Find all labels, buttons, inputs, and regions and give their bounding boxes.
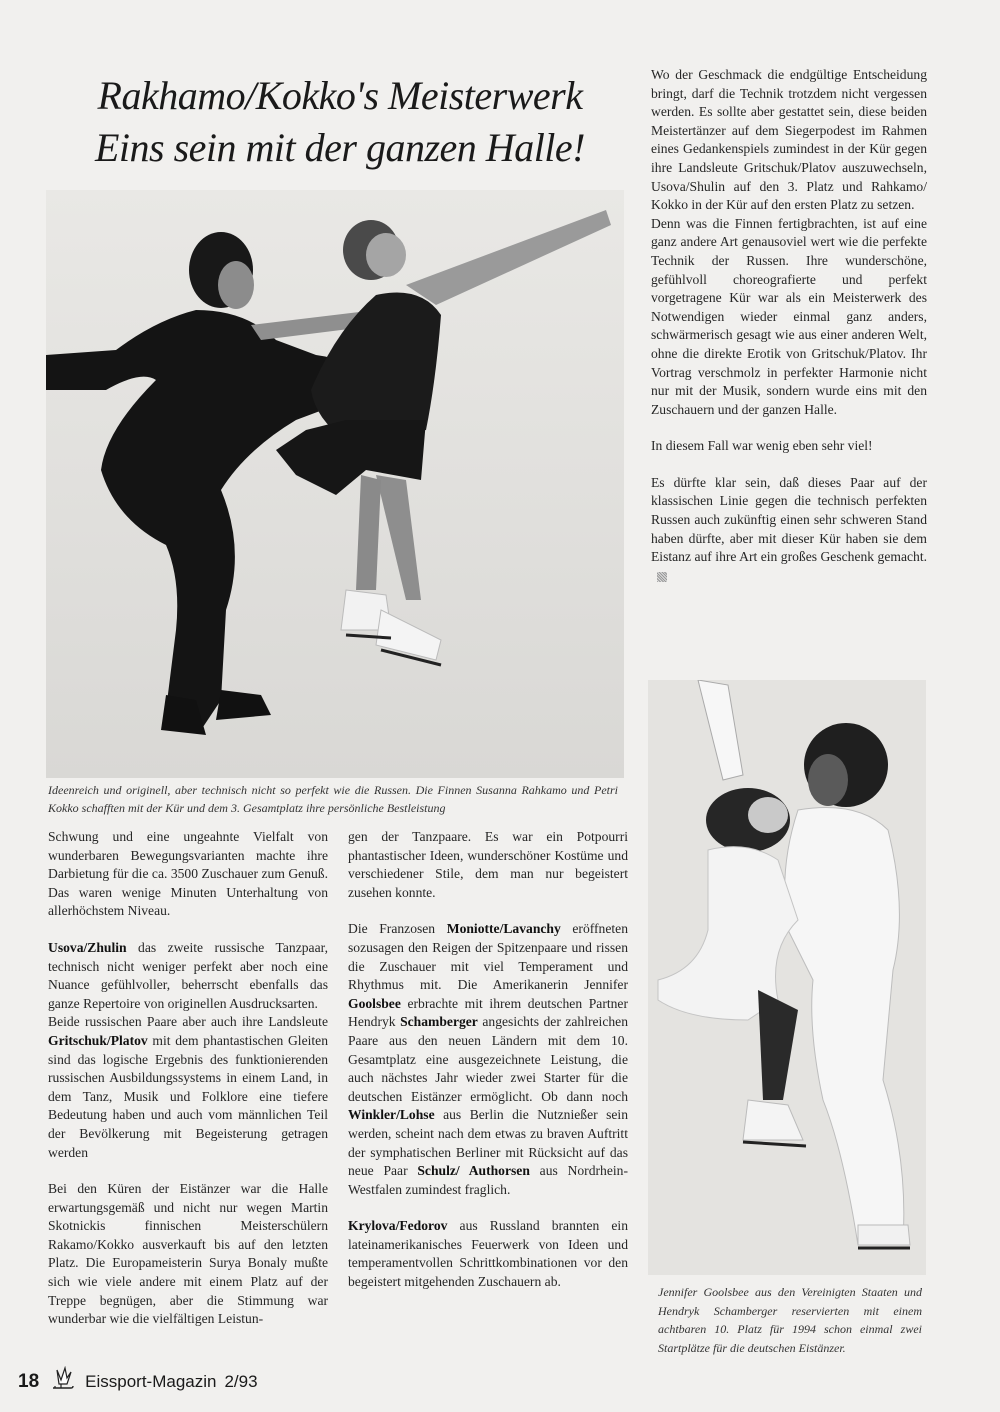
skaters-white-costumes-illustration: [648, 680, 926, 1275]
left-paragraph-2-text: das zweite russische Tanzpaar, technisch nicht weniger perfekt aber noch eine Nuance gefühlvoller, beherrscht ebenfalls das ganze Repertoire von originellen Ausdrucksarten.: [48, 939, 328, 1011]
side-photo: [648, 680, 926, 1275]
magazine-name: Eissport-Magazin: [85, 1372, 217, 1391]
headline-line-2: Eins sein mit der ganzen Halle!: [95, 125, 585, 170]
page-number: 18: [18, 1371, 40, 1392]
left-paragraph-3: [48, 1013, 328, 1162]
skaters-photo-illustration: [46, 190, 624, 778]
middle-paragraph-3-text: aus Russland brannten ein lateinamerikanisches Feuerwerk von Ideen und temperamentvollen Schrittkombinationen vor den begeistert mitgehenden Zuschauern ab.: [348, 1218, 628, 1290]
right-column-text: [651, 66, 927, 603]
left-column-text: [48, 828, 328, 1347]
left-paragraph-4: Bei den Küren der Eistänzer war die Halle erwartungsgemäß und nicht nur wegen Martin Skotnickis finnischen Meisterschülern Rakamo/Kokko ausverkauft bis auf den letzten Platz. Die Europameisterin Surya Bonaly mußte sich wie viele andere mit einem Platz auf der Treppe begnügen, aber die Stimmung war wunderbar wie die vielfältigen Leistun-: [48, 1181, 328, 1327]
middle-paragraph-2: [348, 920, 628, 1199]
right-paragraph-4-text: Es dürfte klar sein, daß dieses Paar auf der klassischen Linie gegen die technisch perfekten Russen auch zukünftig einen sehr schweren Stand haben dürfte, aber mit dieser Kür haben sie dem Eistanz auf ihre Art ein großes Geschenk gemacht.: [651, 474, 927, 565]
pair-name-winkler-lohse: Winkler/Lohse: [348, 1107, 435, 1123]
pair-name-usova-zhulin: Usova/Zhulin: [48, 939, 127, 955]
issue-number: 2/93: [224, 1372, 258, 1391]
right-paragraph-2: Denn was die Finnen fertigbrachten, ist auf eine ganz andere Art genausoviel wert wie die perfekte Technik der Russen. Ihre wunderschöne, gefühlvoll choreografierte und perfekt vorgetragene Kür war als ein Meisterwerk des Notwendigen wieder einmal ganz anders, schwärmerisch gesagt wie aus einer anderen Welt, ohne die direkte Erotik von Gritschuk/Platov. Ihr Vortrag verschmolz in perfekter Harmonie nicht nur mit der Musik, sondern wurde eins mit den Zuschauern und der ganzen Halle.: [651, 215, 927, 417]
right-paragraph-4: [651, 474, 927, 586]
headline-line-1: Rakhamo/Kokko's Meisterwerk: [97, 73, 583, 118]
pair-name-schulz-authorsen: Schulz/ Authorsen: [417, 1163, 530, 1179]
left-paragraph-1: Schwung und eine ungeahnte Vielfalt von wunderbaren Bewegungsvarianten machte ihre Darbietung für die ca. 3500 Zuschauer zum Genuß. Das waren wenige Minuten Unterhaltung von allerhöchstem Niveau.: [48, 829, 328, 919]
page-footer: [18, 1367, 258, 1397]
right-paragraph-3: In diesem Fall war wenig eben sehr viel!: [651, 438, 873, 454]
skate-bird-logo-icon: [47, 1366, 77, 1399]
end-of-article-mark-icon: [657, 572, 667, 582]
middle-paragraph-2-text-e: aus Berlin die Nutznießer sein werden, scheint nach dem etwas zu braven Auftritt der symphatischen Berliner mit Rücksicht auf das neue Paar: [348, 1107, 628, 1179]
pair-name-krylova-fedorov: Krylova/Fedorov: [348, 1218, 448, 1234]
pair-name-moniotte-lavanchy: Moniotte/Lavanchy: [446, 921, 561, 937]
middle-column-text: [348, 828, 628, 1310]
main-photo-caption: Ideenreich und originell, aber technisch nicht so perfekt wie die Russen. Die Finnen Susanna Rahkamo und Petri Kokko schafften mit der Kür und dem 3. Gesamtplatz ihre persönliche Bestleistung: [48, 783, 618, 815]
headline: [60, 70, 620, 174]
middle-paragraph-1: gen der Tanzpaare. Es war ein Potpourri phantastischer Ideen, wunderschöner Kostüme und verschiedener Stile, dem man nur begeistert zusehen konnte.: [348, 829, 628, 900]
middle-paragraph-2-text-c: erbrachte mit ihrem deutschen Partner Hendryk: [348, 995, 628, 1030]
left-paragraph-2: [48, 939, 328, 1013]
middle-paragraph-3: [348, 1217, 628, 1291]
left-paragraph-3-text-b: mit dem phantastischen Gleiten sind das logische Ergebnis des funktionierenden russischen Ausbildungssystems in einem Land, in dem Tanz, Musik und Folklore eine tiefere Bedeutung haben und auch vom männlichen Teil der Bevölkerung mit Begeisterung getragen werden: [48, 1032, 328, 1160]
right-paragraph-1: Wo der Geschmack die endgültige Entscheidung bringt, darf die Technik trotzdem nicht vergessen werden. Es sollte aber gestattet sein, diese beiden Meistertänzer auf dem Siegerpodest im Rahmen eines Gedankenspiels zumindest in der Kür gegen ihre Landsleute Gritschuk/Platov auszuwechseln, Usova/Shulin auf den 3. Platz und Rahkamo/ Kokko in der Kür auf den ersten Platz zu setzen.: [651, 67, 927, 213]
middle-paragraph-2-text-f: aus Nordrhein-Westfalen zumindest fraglich.: [348, 1163, 628, 1197]
middle-paragraph-2-text-a: Die Franzosen: [348, 921, 447, 937]
left-paragraph-3-text-a: Beide russischen Paare aber auch ihre Landsleute: [48, 1014, 328, 1030]
name-schamberger: Schamberger: [400, 1014, 478, 1030]
main-photo: [46, 190, 624, 778]
middle-paragraph-2-text-b: eröffneten sozusagen den Reigen der Spitzenpaare und rissen die Zuschauer mit viel Temperament und Rhythmus mit. Die Amerikanerin Jennifer: [348, 921, 628, 993]
pair-name-gritschuk-platov: Gritschuk/Platov: [48, 1032, 148, 1048]
middle-paragraph-2-text-d: angesichts der zahlreichen Paare aus den neuen Ländern mit dem 10. Gesamtplatz eine ausgezeichnete Leistung, die auch nächstes Jahr wieder zwei Starter für die deutschen Eistänzer ermöglicht. Ob dann noch: [348, 1014, 628, 1104]
side-photo-caption: Jennifer Goolsbee aus den Vereinigten Staaten und Hendryk Schamberger reservierten mit einem achtbaren 10. Platz für 1994 schon einmal zwei Startplätze für die deutschen Eistänzer.: [658, 1285, 922, 1355]
name-goolsbee: Goolsbee: [348, 995, 401, 1011]
